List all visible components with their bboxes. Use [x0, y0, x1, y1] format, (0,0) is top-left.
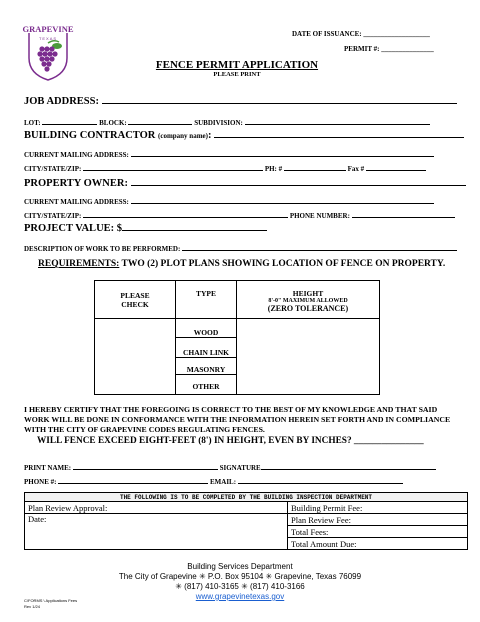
block-label: BLOCK: — [99, 119, 127, 127]
signature-field[interactable] — [261, 461, 436, 470]
col-height-label: HEIGHT — [292, 289, 324, 298]
total-amount-due[interactable]: Total Amount Due: — [288, 538, 468, 550]
requirements-row — [38, 259, 445, 269]
lot-field[interactable] — [42, 116, 97, 125]
owner-city-row — [24, 209, 455, 220]
requirements-label: REQUIREMENTS: — [38, 259, 120, 269]
phone-field[interactable] — [58, 475, 208, 484]
project-value-label: PROJECT VALUE: — [24, 223, 115, 234]
contractor-mailing-field[interactable] — [131, 148, 434, 157]
inspection-date[interactable]: Date: — [25, 514, 288, 550]
height-max: 8'-0" MAXIMUM ALLOWED — [268, 298, 348, 304]
plan-review-fee[interactable]: Plan Review Fee: — [288, 514, 468, 526]
owner-mailing-row — [24, 195, 434, 206]
description-label: DESCRIPTION OF WORK TO BE PERFORMED: — [24, 245, 181, 253]
plan-review-approval[interactable]: Plan Review Approval: — [25, 502, 288, 514]
owner-city-label: CITY/STATE/ZIP: — [24, 212, 82, 220]
contractor-city-row — [24, 162, 426, 173]
lot-row — [24, 116, 430, 127]
contractor-mailing-label: CURRENT MAILING ADDRESS: — [24, 151, 129, 159]
permit-number[interactable]: PERMIT #: _______________ — [344, 45, 434, 53]
contractor-row: BUILDING CONTRACTOR (company name): — [24, 129, 464, 141]
contractor-mailing-row — [24, 148, 434, 159]
description-field[interactable] — [182, 242, 457, 251]
requirements-text: TWO (2) PLOT PLANS SHOWING LOCATION OF FENCE ON PROPERTY. — [119, 259, 446, 269]
contractor-field[interactable] — [214, 129, 464, 138]
contractor-city-label: CITY/STATE/ZIP: — [24, 165, 82, 173]
fax-field[interactable] — [366, 162, 426, 171]
fax-label: Fax # — [347, 165, 365, 173]
contact-row — [24, 475, 403, 486]
print-name-label: PRINT NAME: — [24, 464, 72, 472]
svg-text:TEXAS: TEXAS — [38, 36, 58, 41]
job-address-field[interactable] — [102, 95, 457, 104]
total-fees[interactable]: Total Fees: — [288, 526, 468, 538]
ph-label: PH: # — [264, 165, 283, 173]
owner-city-field[interactable] — [83, 209, 288, 218]
date-of-issuance[interactable]: DATE OF ISSUANCE: ___________________ — [292, 30, 430, 38]
footer-phones: ✳ (817) 410-3165 ✳ (817) 410-3166 — [175, 582, 305, 591]
form-rev: Rev 1/24 — [24, 604, 41, 609]
ph-field[interactable] — [284, 162, 346, 171]
phone-number-field[interactable] — [352, 209, 455, 218]
svg-text:GRAPEVINE: GRAPEVINE — [22, 24, 74, 34]
block-field[interactable] — [128, 116, 192, 125]
height-column[interactable] — [237, 319, 380, 395]
fence-table-header — [95, 281, 380, 319]
check-column[interactable] — [95, 319, 176, 395]
description-row — [24, 242, 457, 253]
col-type: TYPE — [176, 281, 237, 319]
type-other: OTHER — [176, 375, 237, 395]
print-name-row — [24, 461, 436, 472]
project-value-row — [24, 222, 267, 234]
type-chain-link: CHAIN LINK — [176, 338, 237, 358]
subdivision-label: SUBDIVISION: — [194, 119, 243, 127]
project-value-field[interactable] — [122, 222, 267, 231]
inspection-table — [24, 492, 468, 550]
website-link[interactable]: www.grapevinetexas.gov — [195, 592, 285, 601]
page-subtitle: PLEASE PRINT — [213, 71, 261, 78]
job-address-row — [24, 95, 457, 107]
dollar-sign: $ — [116, 223, 123, 234]
phone-label: PHONE #: — [24, 478, 57, 486]
lot-label: LOT: — [24, 119, 41, 127]
height-question[interactable]: WILL FENCE EXCEED EIGHT-FEET (8') IN HEIGHT, EVEN BY INCHES? _______________ — [37, 436, 424, 446]
fence-type-table — [94, 280, 380, 395]
form-id: C/FORMS \ Applications Fees — [24, 598, 78, 603]
phone-number-label: PHONE NUMBER: — [289, 212, 350, 220]
owner-field[interactable] — [131, 177, 466, 186]
page-title: FENCE PERMIT APPLICATION — [155, 59, 319, 71]
col-height — [237, 281, 380, 319]
owner-mailing-label: CURRENT MAILING ADDRESS: — [24, 198, 129, 206]
company-name-hint: (company name) — [158, 132, 208, 140]
type-masonry: MASONRY — [176, 358, 237, 375]
type-wood: WOOD — [176, 319, 237, 338]
owner-mailing-field[interactable] — [131, 195, 434, 204]
fence-row-wood — [95, 319, 380, 338]
email-field[interactable] — [238, 475, 403, 484]
inspection-header: THE FOLLOWING IS TO BE COMPLETED BY THE BUILDING INSPECTION DEPARTMENT — [25, 493, 468, 502]
col-please-check-label: PLEASE CHECK — [120, 290, 150, 309]
col-please-check — [95, 281, 176, 319]
email-label: EMAIL: — [209, 478, 237, 486]
owner-label: PROPERTY OWNER: — [24, 178, 128, 189]
height-tolerance: (ZERO TOLERANCE) — [267, 304, 349, 313]
contractor-city-field[interactable] — [83, 162, 263, 171]
subdivision-field[interactable] — [245, 116, 430, 125]
print-name-field[interactable] — [73, 461, 218, 470]
certification-text: I HEREBY CERTIFY THAT THE FOREGOING IS CORRECT TO THE BEST OF MY KNOWLEDGE AND THAT SAID WORK WILL BE DONE IN CONFORMANCE WITH THE INFORMATION HEREIN SET FORTH AND IN COMPLIANCE WITH THE CITY OF GRAPEVINE CODES REGULATING FENCES. — [24, 405, 451, 434]
footer-address: The City of Grapevine ✳ P.O. Box 95104 ✳ Grapevine, Texas 76099 — [118, 572, 362, 581]
owner-row — [24, 177, 466, 189]
footer-dept: Building Services Department — [187, 562, 293, 571]
job-address-label: JOB ADDRESS: — [24, 96, 99, 107]
contractor-label: BUILDING CONTRACTOR — [24, 130, 156, 141]
building-permit-fee[interactable]: Building Permit Fee: — [288, 502, 468, 514]
signature-label: SIGNATURE — [219, 464, 261, 472]
